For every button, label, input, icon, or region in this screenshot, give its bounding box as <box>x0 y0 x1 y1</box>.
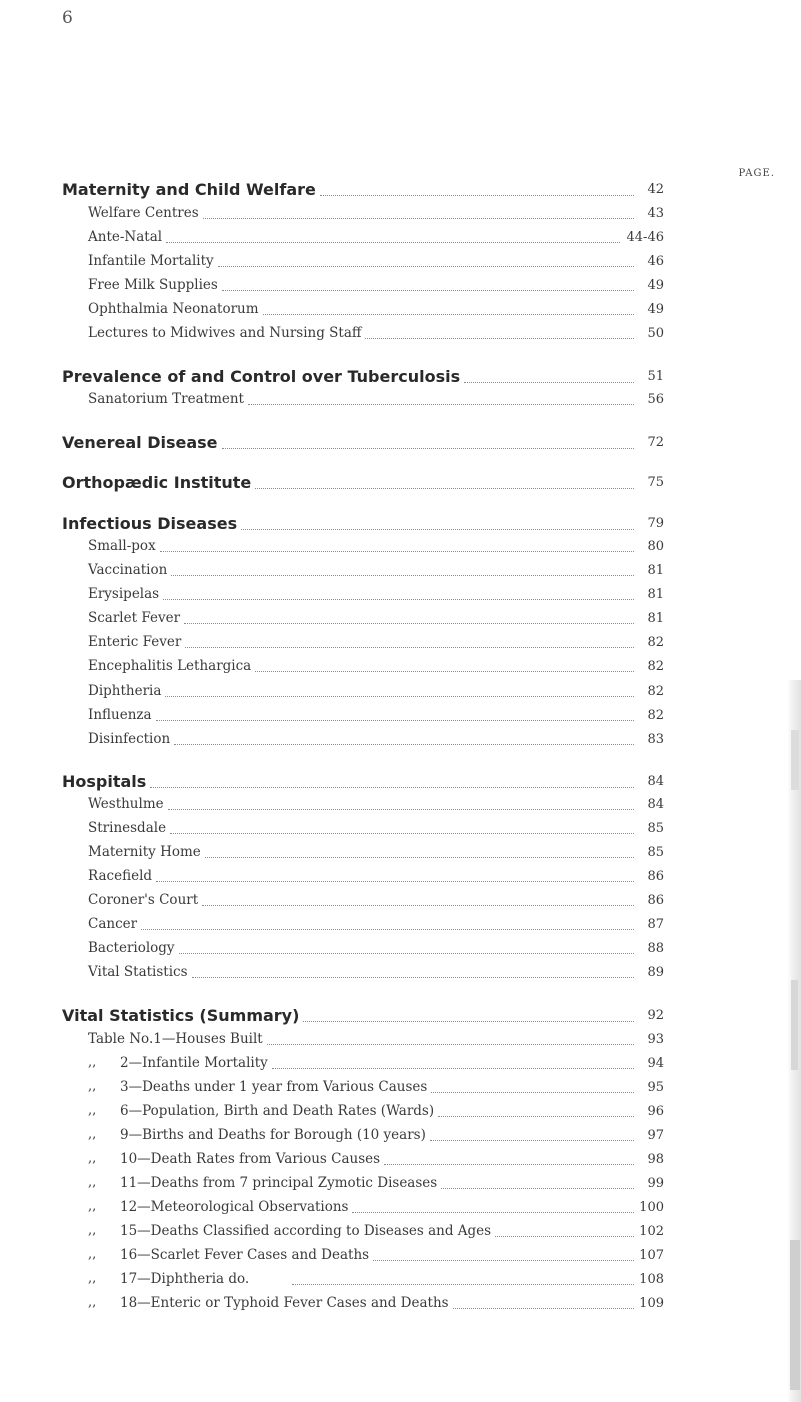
toc-subentry-row <box>0 325 801 345</box>
dot-leader <box>192 977 634 978</box>
toc-page-number: 86 <box>647 869 664 884</box>
toc-page-number: 102 <box>639 1224 664 1239</box>
toc-entry-label: 17—Diphtheria do. <box>120 1271 250 1287</box>
dot-leader <box>166 242 620 243</box>
dot-leader <box>267 1044 634 1045</box>
toc-subentry-row <box>0 634 801 654</box>
toc-page-number: 79 <box>647 516 664 531</box>
toc-page-number: 42 <box>647 182 664 197</box>
dot-leader <box>222 290 634 291</box>
dot-leader <box>165 696 634 697</box>
toc-page-number: 98 <box>647 1152 664 1167</box>
toc-table-row <box>0 1223 801 1243</box>
toc-table-row <box>0 1271 801 1291</box>
toc-entry-label: Small-pox <box>88 538 156 554</box>
toc-page-number: 82 <box>647 659 664 674</box>
toc-entry-label: Table No.1—Houses Built <box>88 1031 263 1047</box>
toc-entry-label: Lectures to Midwives and Nursing Staff <box>88 325 362 341</box>
toc-entry-label: Infantile Mortality <box>88 253 214 269</box>
ditto-mark: ,, <box>88 1175 97 1190</box>
page-column-label: PAGE. <box>738 168 775 179</box>
toc-subentry-row <box>0 658 801 678</box>
toc-page-number: 87 <box>647 917 664 932</box>
toc-entry-label: Racefield <box>88 868 153 884</box>
toc-subentry-row <box>0 707 801 727</box>
toc-page-number: 50 <box>647 326 664 341</box>
toc-section-row <box>0 514 801 534</box>
toc-table-row <box>0 1199 801 1219</box>
toc-page-number: 93 <box>647 1032 664 1047</box>
toc-entry-label: 2—Infantile Mortality <box>120 1055 268 1071</box>
toc-entry-label: 3—Deaths under 1 year from Various Causes <box>120 1079 428 1095</box>
toc-entry-label: Prevalence of and Control over Tuberculosis <box>62 367 461 386</box>
dot-leader <box>170 833 634 834</box>
toc-entry-label: 18—Enteric or Typhoid Fever Cases and Deaths <box>120 1295 449 1311</box>
dot-leader <box>272 1068 634 1069</box>
ditto-mark: ,, <box>88 1079 97 1094</box>
toc-entry-label: Coroner's Court <box>88 892 199 908</box>
toc-entry-label: Ante-Natal <box>88 229 163 245</box>
toc-entry-label: 9—Births and Deaths for Borough (10 years) <box>120 1127 426 1143</box>
toc-page-number: 85 <box>647 821 664 836</box>
dot-leader <box>255 671 634 672</box>
ditto-mark: ,, <box>88 1223 97 1238</box>
dot-leader <box>156 881 634 882</box>
toc-subentry-row <box>0 940 801 960</box>
toc-entry-label: Maternity and Child Welfare <box>62 180 316 199</box>
toc-table-row <box>0 1103 801 1123</box>
toc-page-number: 46 <box>647 254 664 269</box>
toc-subentry-row <box>0 868 801 888</box>
toc-entry-label: Cancer <box>88 916 138 932</box>
toc-page-number: 72 <box>647 435 664 450</box>
toc-entry-label: Westhulme <box>88 796 164 812</box>
dot-leader <box>384 1164 634 1165</box>
toc-subentry-row <box>0 683 801 703</box>
toc-page-number: 81 <box>647 611 664 626</box>
toc-page-number: 43 <box>647 206 664 221</box>
toc-entry-label: Erysipelas <box>88 586 160 602</box>
toc-entry-label: Sanatorium Treatment <box>88 391 244 407</box>
toc-entry-label: 16—Scarlet Fever Cases and Deaths <box>120 1247 370 1263</box>
dot-leader <box>160 551 634 552</box>
toc-subentry-row <box>0 562 801 582</box>
toc-entry-label: Vital Statistics (Summary) <box>62 1006 300 1025</box>
toc-entry-label: Influenza <box>88 707 152 723</box>
toc-subentry-row <box>0 391 801 411</box>
dot-leader <box>168 809 634 810</box>
toc-page-number: 82 <box>647 684 664 699</box>
dot-leader <box>241 529 634 530</box>
toc-page-number: 85 <box>647 845 664 860</box>
ditto-mark: ,, <box>88 1151 97 1166</box>
toc-table-row <box>0 1079 801 1099</box>
toc-subentry-row <box>0 229 801 249</box>
toc-section-row <box>0 433 801 453</box>
toc-page-number: 51 <box>647 369 664 384</box>
toc-entry-label: Scarlet Fever <box>88 610 181 626</box>
toc-page-number: 82 <box>647 708 664 723</box>
toc-subentry-row <box>0 796 801 816</box>
ditto-mark: ,, <box>88 1247 97 1262</box>
toc-page-number: 99 <box>647 1176 664 1191</box>
toc-entry-label: Strinesdale <box>88 820 167 836</box>
toc-entry-label: Vital Statistics <box>88 964 188 980</box>
toc-entry-label: 15—Deaths Classified according to Diseases and Ages <box>120 1223 492 1239</box>
page-edge-shadow <box>787 680 801 1402</box>
dot-leader <box>205 857 634 858</box>
toc-page-number: 97 <box>647 1128 664 1143</box>
ditto-mark: ,, <box>88 1127 97 1142</box>
toc-table-row <box>0 1127 801 1147</box>
toc-entry-label: 10—Death Rates from Various Causes <box>120 1151 381 1167</box>
toc-subentry-row <box>0 586 801 606</box>
toc-entry-label: Disinfection <box>88 731 171 747</box>
dot-leader <box>365 338 634 339</box>
toc-entry-label: Hospitals <box>62 772 147 791</box>
toc-table-row <box>0 1055 801 1075</box>
toc-entry-label: Encephalitis Lethargica <box>88 658 252 674</box>
dot-leader <box>184 623 634 624</box>
dot-leader <box>373 1260 634 1261</box>
toc-page-number: 107 <box>639 1248 664 1263</box>
dot-leader <box>222 448 634 449</box>
toc-table-row <box>0 1031 801 1051</box>
dot-leader <box>141 929 634 930</box>
toc-subentry-row <box>0 277 801 297</box>
toc-entry-label: Orthopædic Institute <box>62 473 252 492</box>
ditto-mark: ,, <box>88 1271 97 1286</box>
dot-leader <box>292 1284 634 1285</box>
dot-leader <box>156 720 634 721</box>
toc-entry-label: Ophthalmia Neonatorum <box>88 301 259 317</box>
dot-leader <box>171 575 634 576</box>
toc-entry-label: Enteric Fever <box>88 634 182 650</box>
toc-subentry-row <box>0 731 801 751</box>
dot-leader <box>352 1212 634 1213</box>
toc-section-row <box>0 1006 801 1026</box>
toc-page-number: 83 <box>647 732 664 747</box>
toc-page-number: 100 <box>639 1200 664 1215</box>
toc-section-row <box>0 772 801 792</box>
ditto-mark: ,, <box>88 1103 97 1118</box>
toc-entry-label: Venereal Disease <box>62 433 218 452</box>
toc-table-row <box>0 1151 801 1171</box>
toc-page-number: 84 <box>647 774 664 789</box>
toc-section-row <box>0 367 801 387</box>
toc-page-number: 49 <box>647 278 664 293</box>
dot-leader <box>218 266 634 267</box>
page-number: 6 <box>62 8 73 28</box>
toc-page-number: 56 <box>647 392 664 407</box>
toc-subentry-row <box>0 253 801 273</box>
toc-page-number: 95 <box>647 1080 664 1095</box>
toc-page-number: 88 <box>647 941 664 956</box>
toc-table-row <box>0 1175 801 1195</box>
toc-entry-label: Bacteriology <box>88 940 175 956</box>
toc-page-number: 80 <box>647 539 664 554</box>
dot-leader <box>202 905 634 906</box>
dot-leader <box>255 488 634 489</box>
toc-page-number: 84 <box>647 797 664 812</box>
toc-entry-label: Welfare Centres <box>88 205 199 221</box>
toc-entry-label: 6—Population, Birth and Death Rates (Wards) <box>120 1103 435 1119</box>
toc-entry-label: Free Milk Supplies <box>88 277 218 293</box>
toc-subentry-row <box>0 610 801 630</box>
toc-subentry-row <box>0 844 801 864</box>
toc-subentry-row <box>0 892 801 912</box>
toc-page-number: 92 <box>647 1008 664 1023</box>
toc-page-number: 81 <box>647 563 664 578</box>
dot-leader <box>179 953 634 954</box>
dot-leader <box>185 647 634 648</box>
toc-entry-label: 11—Deaths from 7 principal Zymotic Diseases <box>120 1175 438 1191</box>
dot-leader <box>150 787 634 788</box>
toc-section-row <box>0 180 801 200</box>
dot-leader <box>203 218 634 219</box>
toc-entry-label: 12—Meteorological Observations <box>120 1199 349 1215</box>
toc-subentry-row <box>0 205 801 225</box>
dot-leader <box>320 195 634 196</box>
toc-page-number: 82 <box>647 635 664 650</box>
toc-page-number: 108 <box>639 1272 664 1287</box>
toc-page-number: 86 <box>647 893 664 908</box>
toc-subentry-row <box>0 916 801 936</box>
ditto-mark: ,, <box>88 1055 97 1070</box>
toc-section-row <box>0 473 801 493</box>
toc-entry-label: Vaccination <box>88 562 168 578</box>
toc-entry-label: Maternity Home <box>88 844 201 860</box>
toc-subentry-row <box>0 820 801 840</box>
toc-subentry-row <box>0 301 801 321</box>
toc-page-number: 49 <box>647 302 664 317</box>
toc-entry-label: Diphtheria <box>88 683 162 699</box>
toc-subentry-row <box>0 964 801 984</box>
toc-page-number: 96 <box>647 1104 664 1119</box>
dot-leader <box>263 314 634 315</box>
toc-table-row <box>0 1247 801 1267</box>
toc-subentry-row <box>0 538 801 558</box>
toc-page-number: 81 <box>647 587 664 602</box>
dot-leader <box>248 404 634 405</box>
toc-page-number: 89 <box>647 965 664 980</box>
toc-page-number: 109 <box>639 1296 664 1311</box>
dot-leader <box>303 1021 634 1022</box>
toc-table-row <box>0 1295 801 1315</box>
dot-leader <box>174 744 634 745</box>
toc-page-number: 75 <box>647 475 664 490</box>
toc-page-number: 44-46 <box>626 230 664 245</box>
toc-page-number: 94 <box>647 1056 664 1071</box>
dot-leader <box>163 599 634 600</box>
toc-entry-label: Infectious Diseases <box>62 514 238 533</box>
ditto-mark: ,, <box>88 1295 97 1310</box>
ditto-mark: ,, <box>88 1199 97 1214</box>
